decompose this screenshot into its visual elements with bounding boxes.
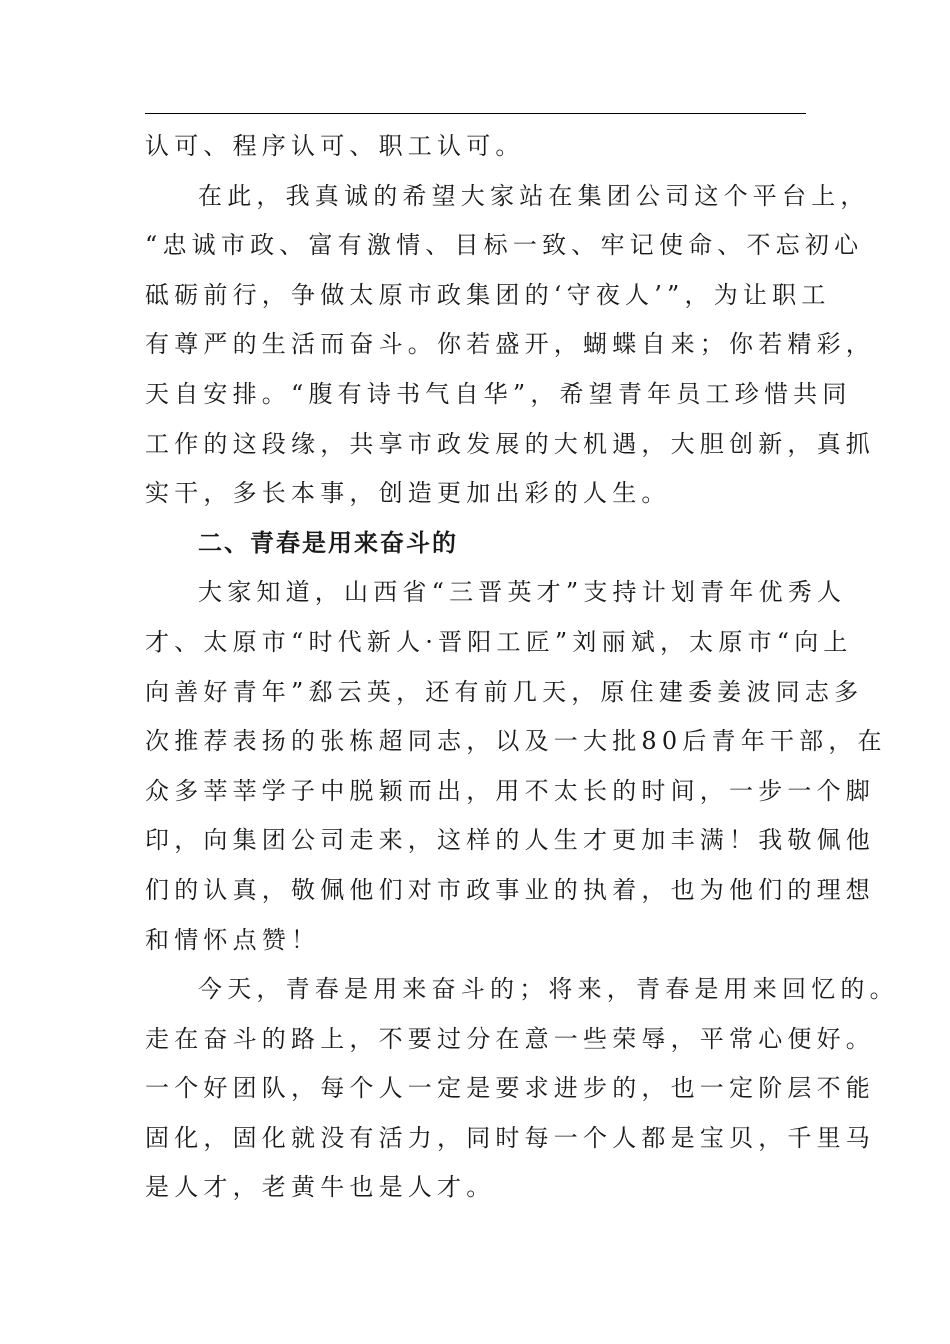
paragraph-line: 大家知道，山西省“三晋英才”支持计划青年优秀人 [198,578,847,607]
paragraph-line: 工作的这段缘，共享市政发展的大机遇，大胆创新，真抓 [145,429,875,458]
paragraph-line: 走在奋斗的路上，不要过分在意一些荣辱，平常心便好。 [145,1024,875,1053]
document-body [145,122,899,1213]
paragraph-line: 一个好团队，每个人一定是要求进步的，也一定阶层不能 [145,1074,875,1103]
paragraph-line: 是人才，老黄牛也是人才。 [145,1173,496,1202]
section-heading: 二、青春是用来奋斗的 [198,528,458,557]
paragraph-line: 印，向集团公司走来，这样的人生才更加丰满！我敬佩他 [145,826,875,855]
paragraph-line: 们的认真，敬佩他们对市政事业的执着，也为他们的理想 [145,875,875,904]
paragraph-line: 认可、程序认可、职工认可。 [145,132,525,160]
paragraph-line: 今天，青春是用来奋斗的；将来，青春是用来回忆的。 [198,975,899,1004]
paragraph-line: 众多莘莘学子中脱颖而出，用不太长的时间，一步一个脚 [145,776,875,805]
paragraph-line: 砥砺前行，争做太原市政集团的‘守夜人’”，为让职工 [145,280,831,309]
paragraph-line: 天自安排。“腹有诗书气自华”，希望青年员工珍惜共同 [145,379,852,408]
paragraph-line: “忠诚市政、富有激情、目标一致、牢记使命、不忘初心 [145,231,864,260]
paragraph-line: 向善好青年”郄云英，还有前几天，原住建委姜波同志多 [145,677,864,706]
paragraph-line: 有尊严的生活而奋斗。你若盛开，蝴蝶自来；你若精彩， [145,330,875,359]
paragraph-line: 实干，多长本事，创造更加出彩的人生。 [145,479,671,508]
paragraph-line: 在此，我真诚的希望大家站在集团公司这个平台上， [198,181,870,210]
paragraph-line: 次推荐表扬的张栋超同志，以及一大批80后青年干部，在 [145,727,887,756]
paragraph-line: 才、太原市“时代新人·晋阳工匠”刘丽斌，太原市“向上 [145,627,853,656]
header-rule [145,113,806,114]
paragraph-line: 和情怀点赞！ [145,925,321,954]
paragraph-line: 固化，固化就没有活力，同时每一个人都是宝贝，千里马 [145,1123,875,1152]
